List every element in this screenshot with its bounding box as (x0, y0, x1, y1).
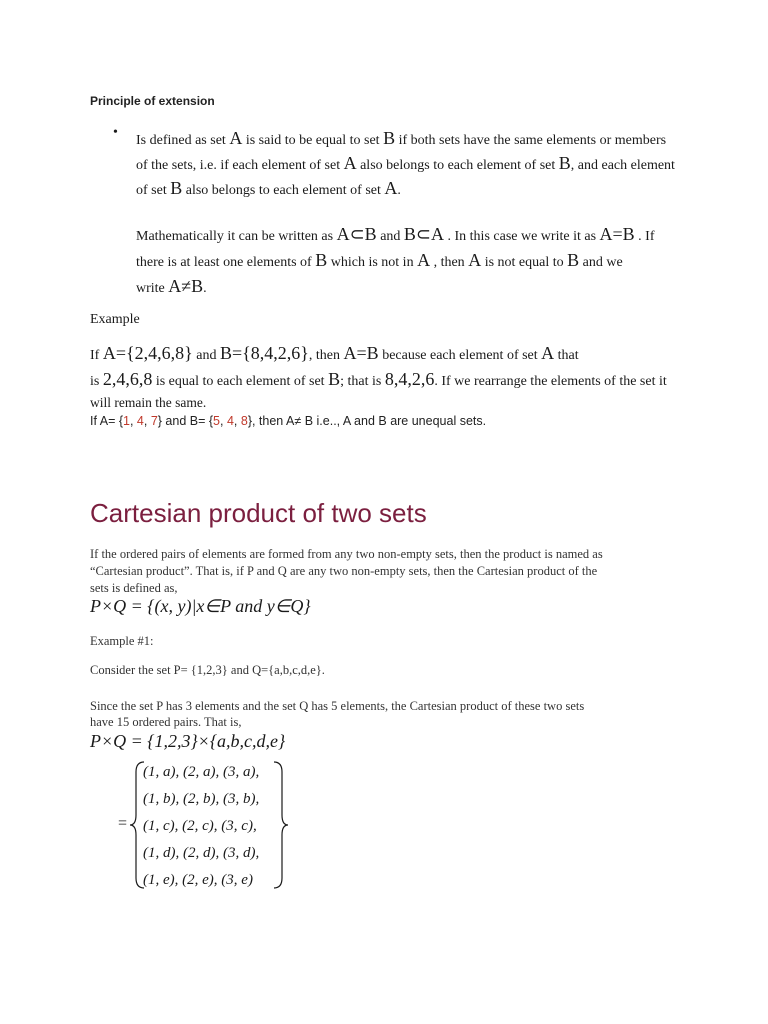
example-line-1: If A={2,4,6,8} and B={8,4,2,6}, then A=B because each element of set A that (90, 343, 579, 363)
definition-line-2: of the sets, i.e. if each element of set A also belongs to each element of set B, and each element (136, 153, 675, 173)
consider-line: Consider the set P= {1,2,3} and Q={a,b,c,d,e}. (90, 663, 325, 677)
example-line-2: is 2,4,6,8 is equal to each element of set B; that is 8,4,2,6. If we rearrange the elements of the set it (90, 369, 667, 389)
pair-row: (1, e), (2, e), (3, e) (143, 872, 253, 888)
section-heading: Principle of extension (90, 94, 215, 108)
bullet-marker: • (113, 125, 118, 140)
math-line-3: write A≠B. (136, 276, 207, 296)
intro-line-1: If the ordered pairs of elements are formed from any two non-empty sets, then the product is named as (90, 547, 603, 561)
pair-row: (1, c), (2, c), (3, c), (143, 818, 257, 834)
since-line-2: have 15 ordered pairs. That is, (90, 715, 242, 729)
pair-row: (1, d), (2, d), (3, d), (143, 845, 260, 861)
example-line-4: If A= {1, 4, 7} and B= {5, 4, 8}, then A≠ B i.e.., A and B are unequal sets. (90, 414, 487, 428)
definition-line-1: Is defined as set A is said to be equal to set B if both sets have the same elements or members (136, 128, 667, 148)
since-line-1: Since the set P has 3 elements and the set Q has 5 elements, the Cartesian product of these two sets (90, 699, 585, 713)
pair-row: (1, b), (2, b), (3, b), (143, 791, 260, 807)
math-line-2: there is at least one elements of B which is not in A , then A is not equal to B and we (136, 250, 623, 270)
cartesian-definition: P×Q = {(x, y)|x∈P and y∈Q} (90, 596, 311, 616)
cartesian-title: Cartesian product of two sets (90, 498, 427, 528)
example-1-label: Example #1: (90, 634, 154, 648)
intro-line-2: “Cartesian product”. That is, if P and Q are any two non-empty sets, then the Cartesian product of the (90, 564, 598, 578)
math-line-1: Mathematically it can be written as A⊂B and B⊂A . In this case we write it as A=B . If (136, 224, 655, 244)
equals-sign: = (118, 815, 128, 832)
example-line-3: will remain the same. (90, 395, 207, 410)
example-label: Example (90, 312, 140, 327)
pair-row: (1, a), (2, a), (3, a), (143, 764, 260, 780)
right-brace (270, 760, 290, 890)
definition-line-3: of set B also belongs to each element of set A. (136, 178, 401, 198)
product-expression: P×Q = {1,2,3}×{a,b,c,d,e} (90, 731, 286, 751)
intro-line-3: sets is defined as, (90, 581, 178, 595)
